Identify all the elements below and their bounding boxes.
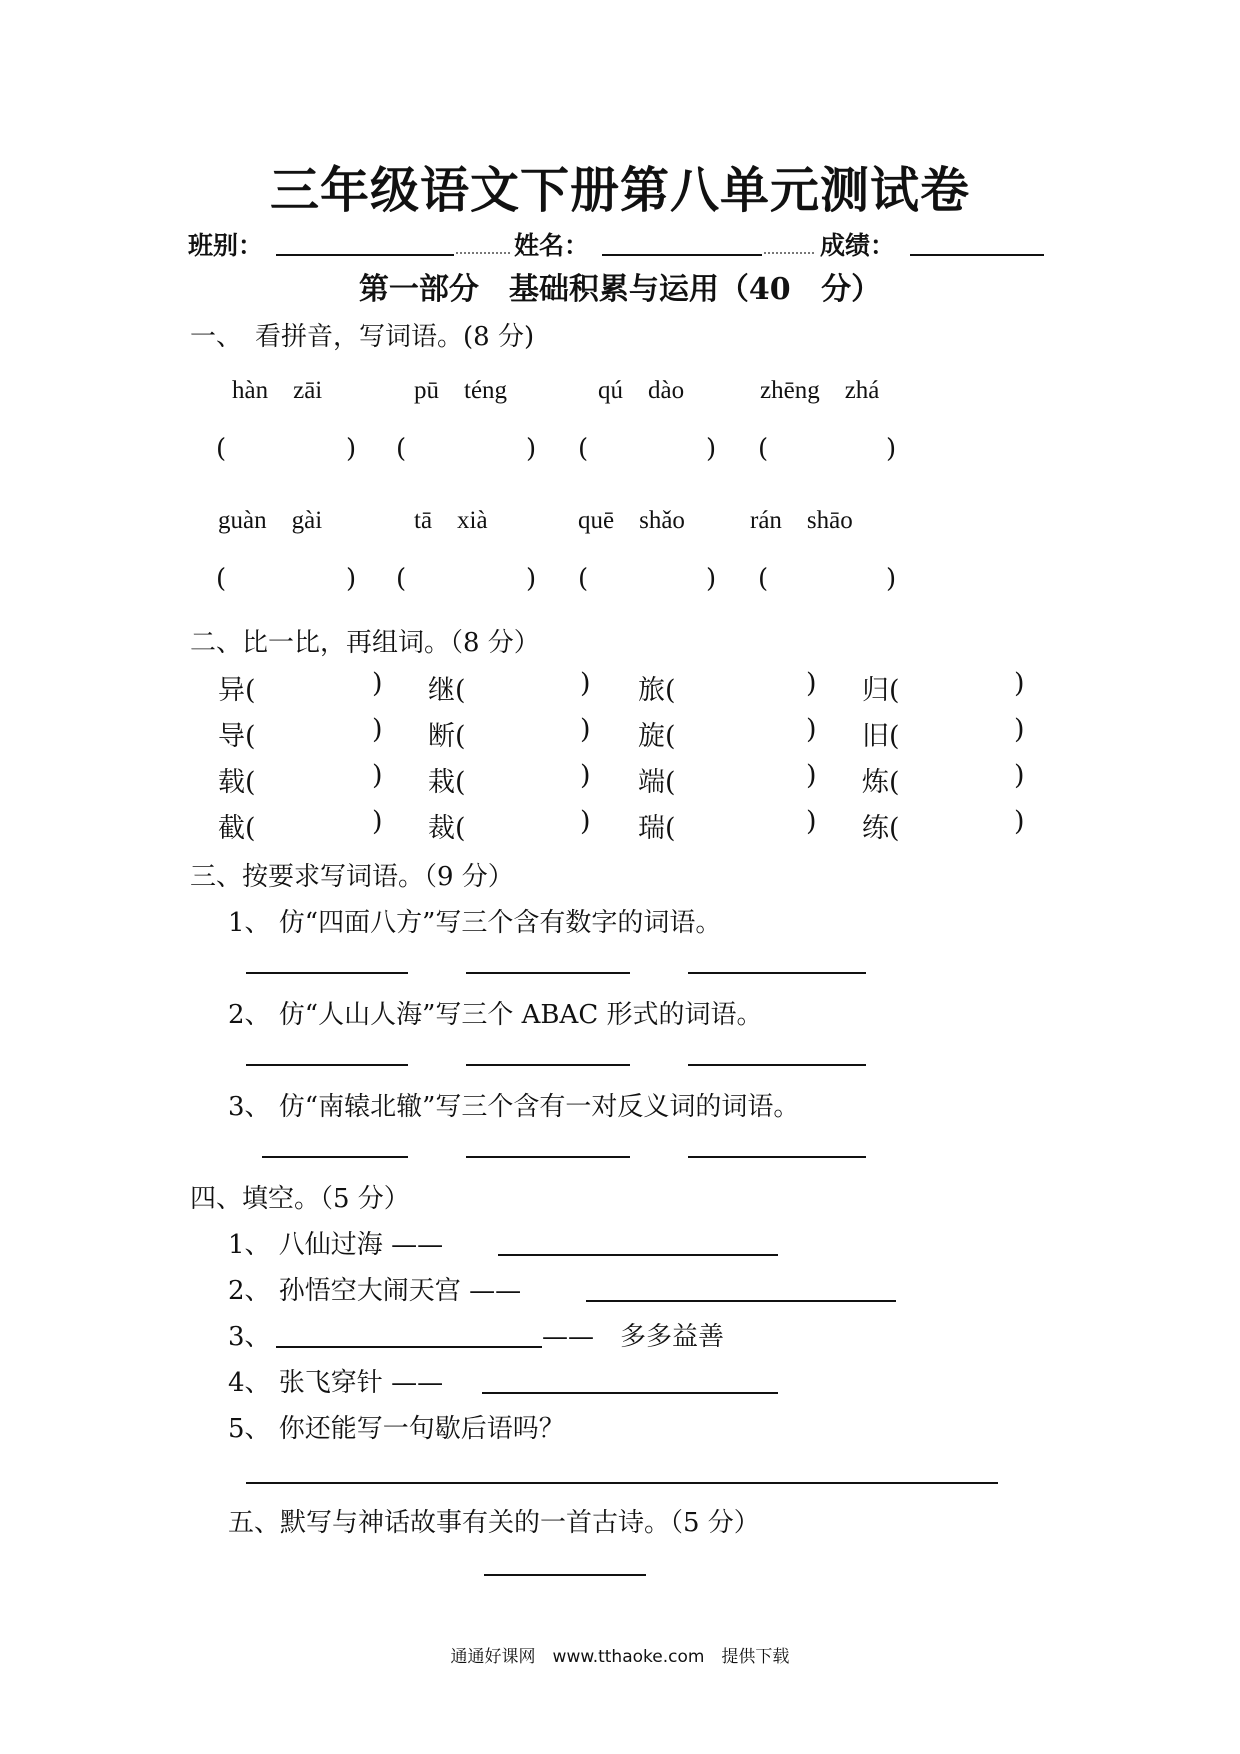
- char-cell: 炼(: [862, 767, 900, 798]
- section-2-title: 二、比一比，再组词。（8 分）: [190, 628, 540, 658]
- char-cell-close: ): [580, 714, 591, 745]
- answer-paren-close: ): [706, 434, 717, 464]
- answer-blank[interactable]: [246, 972, 408, 974]
- pinyin: quē shǎo: [578, 507, 685, 534]
- answer-paren-open: (: [578, 564, 589, 594]
- pinyin: tā xià: [414, 507, 488, 534]
- answer-blank[interactable]: [688, 972, 866, 974]
- answer-blank[interactable]: [688, 1064, 866, 1066]
- answer-blank[interactable]: [276, 1346, 542, 1348]
- answer-blank[interactable]: [482, 1392, 778, 1394]
- fill-item: 3、: [228, 1322, 271, 1352]
- pinyin: zhēng zhá: [760, 377, 880, 404]
- class-field[interactable]: [276, 254, 454, 256]
- answer-blank[interactable]: [466, 1156, 630, 1158]
- answer-blank[interactable]: [246, 1064, 408, 1066]
- pinyin: rán shāo: [750, 507, 853, 534]
- pinyin: hàn zāi: [232, 377, 323, 404]
- char-cell: 继(: [428, 675, 466, 706]
- answer-blank[interactable]: [466, 972, 630, 974]
- answer-blank[interactable]: [466, 1064, 630, 1066]
- question-item: 1、 仿“四面八方”写三个含有数字的词语。: [228, 908, 722, 938]
- char-cell: 裁(: [428, 813, 466, 844]
- answer-paren-close: ): [886, 564, 897, 594]
- char-cell: 断(: [428, 721, 466, 752]
- char-cell: 旅(: [638, 675, 676, 706]
- answer-paren-close: ): [346, 434, 357, 464]
- answer-blank[interactable]: [262, 1156, 408, 1158]
- fill-item: 1、 八仙过海 ——: [228, 1230, 444, 1260]
- char-cell-close: ): [1014, 760, 1025, 791]
- answer-paren-close: ): [526, 434, 537, 464]
- char-cell-close: ): [806, 760, 817, 791]
- answer-blank[interactable]: [246, 1482, 998, 1484]
- char-cell-close: ): [372, 668, 383, 699]
- part-title: 第一部分 基础积累与运用（40 分）: [358, 272, 882, 307]
- fill-item: 4、 张飞穿针 ——: [228, 1368, 444, 1398]
- footer-text: 通通好课网 www.tthaoke.com 提供下载: [450, 1647, 790, 1667]
- char-cell: 异(: [218, 675, 256, 706]
- score-label: 成绩：: [820, 231, 896, 260]
- char-cell: 栽(: [428, 767, 466, 798]
- section-3-title: 三、按要求写词语。（9 分）: [190, 862, 514, 892]
- char-cell: 瑞(: [638, 813, 676, 844]
- name-field[interactable]: [602, 254, 762, 256]
- char-cell: 导(: [218, 721, 256, 752]
- answer-paren-open: (: [396, 564, 407, 594]
- pinyin: pū téng: [414, 377, 508, 404]
- answer-paren-close: ): [526, 564, 537, 594]
- answer-paren-close: ): [886, 434, 897, 464]
- char-cell-close: ): [580, 760, 591, 791]
- question-item: 2、 仿“人山人海”写三个 ABAC 形式的词语。: [228, 1000, 763, 1030]
- dotted-divider: [456, 252, 510, 254]
- char-cell-close: ): [580, 668, 591, 699]
- char-cell-close: ): [1014, 806, 1025, 837]
- char-cell-close: ): [806, 668, 817, 699]
- answer-paren-close: ): [346, 564, 357, 594]
- answer-paren-open: (: [578, 434, 589, 464]
- dotted-divider: [764, 252, 814, 254]
- answer-paren-open: (: [216, 434, 227, 464]
- char-cell: 旋(: [638, 721, 676, 752]
- section-4-title: 四、填空。（5 分）: [190, 1184, 410, 1214]
- char-cell-close: ): [1014, 714, 1025, 745]
- answer-paren-open: (: [758, 564, 769, 594]
- page-title: 三年级语文下册第八单元测试卷: [269, 161, 970, 219]
- char-cell-close: ): [806, 806, 817, 837]
- answer-paren-open: (: [216, 564, 227, 594]
- class-label: 班别：: [188, 231, 264, 260]
- score-field[interactable]: [910, 254, 1044, 256]
- pinyin: qú dào: [598, 377, 685, 404]
- char-cell: 旧(: [862, 721, 900, 752]
- char-cell: 截(: [218, 813, 256, 844]
- name-label: 姓名：: [514, 231, 590, 260]
- answer-blank[interactable]: [498, 1254, 778, 1256]
- fill-item-suffix: —— 多多益善: [542, 1322, 725, 1352]
- answer-blank[interactable]: [484, 1574, 646, 1576]
- question-item: 3、 仿“南辕北辙”写三个含有一对反义词的词语。: [228, 1092, 800, 1122]
- char-cell-close: ): [372, 714, 383, 745]
- char-cell-close: ): [580, 806, 591, 837]
- char-cell: 端(: [638, 767, 676, 798]
- char-cell-close: ): [372, 806, 383, 837]
- fill-item: 5、 你还能写一句歇后语吗？: [228, 1414, 565, 1444]
- section-1-title: 一、 看拼音，写词语。(8 分): [190, 322, 535, 352]
- answer-blank[interactable]: [586, 1300, 896, 1302]
- answer-paren-open: (: [396, 434, 407, 464]
- answer-blank[interactable]: [688, 1156, 866, 1158]
- char-cell-close: ): [372, 760, 383, 791]
- answer-paren-close: ): [706, 564, 717, 594]
- char-cell-close: ): [1014, 668, 1025, 699]
- answer-paren-open: (: [758, 434, 769, 464]
- pinyin: guàn gài: [218, 507, 323, 534]
- char-cell-close: ): [806, 714, 817, 745]
- char-cell: 归(: [862, 675, 900, 706]
- char-cell: 载(: [218, 767, 256, 798]
- fill-item: 2、 孙悟空大闹天宫 ——: [228, 1276, 522, 1306]
- section-5-title: 五、默写与神话故事有关的一首古诗。（5 分）: [228, 1508, 760, 1538]
- char-cell: 练(: [862, 813, 900, 844]
